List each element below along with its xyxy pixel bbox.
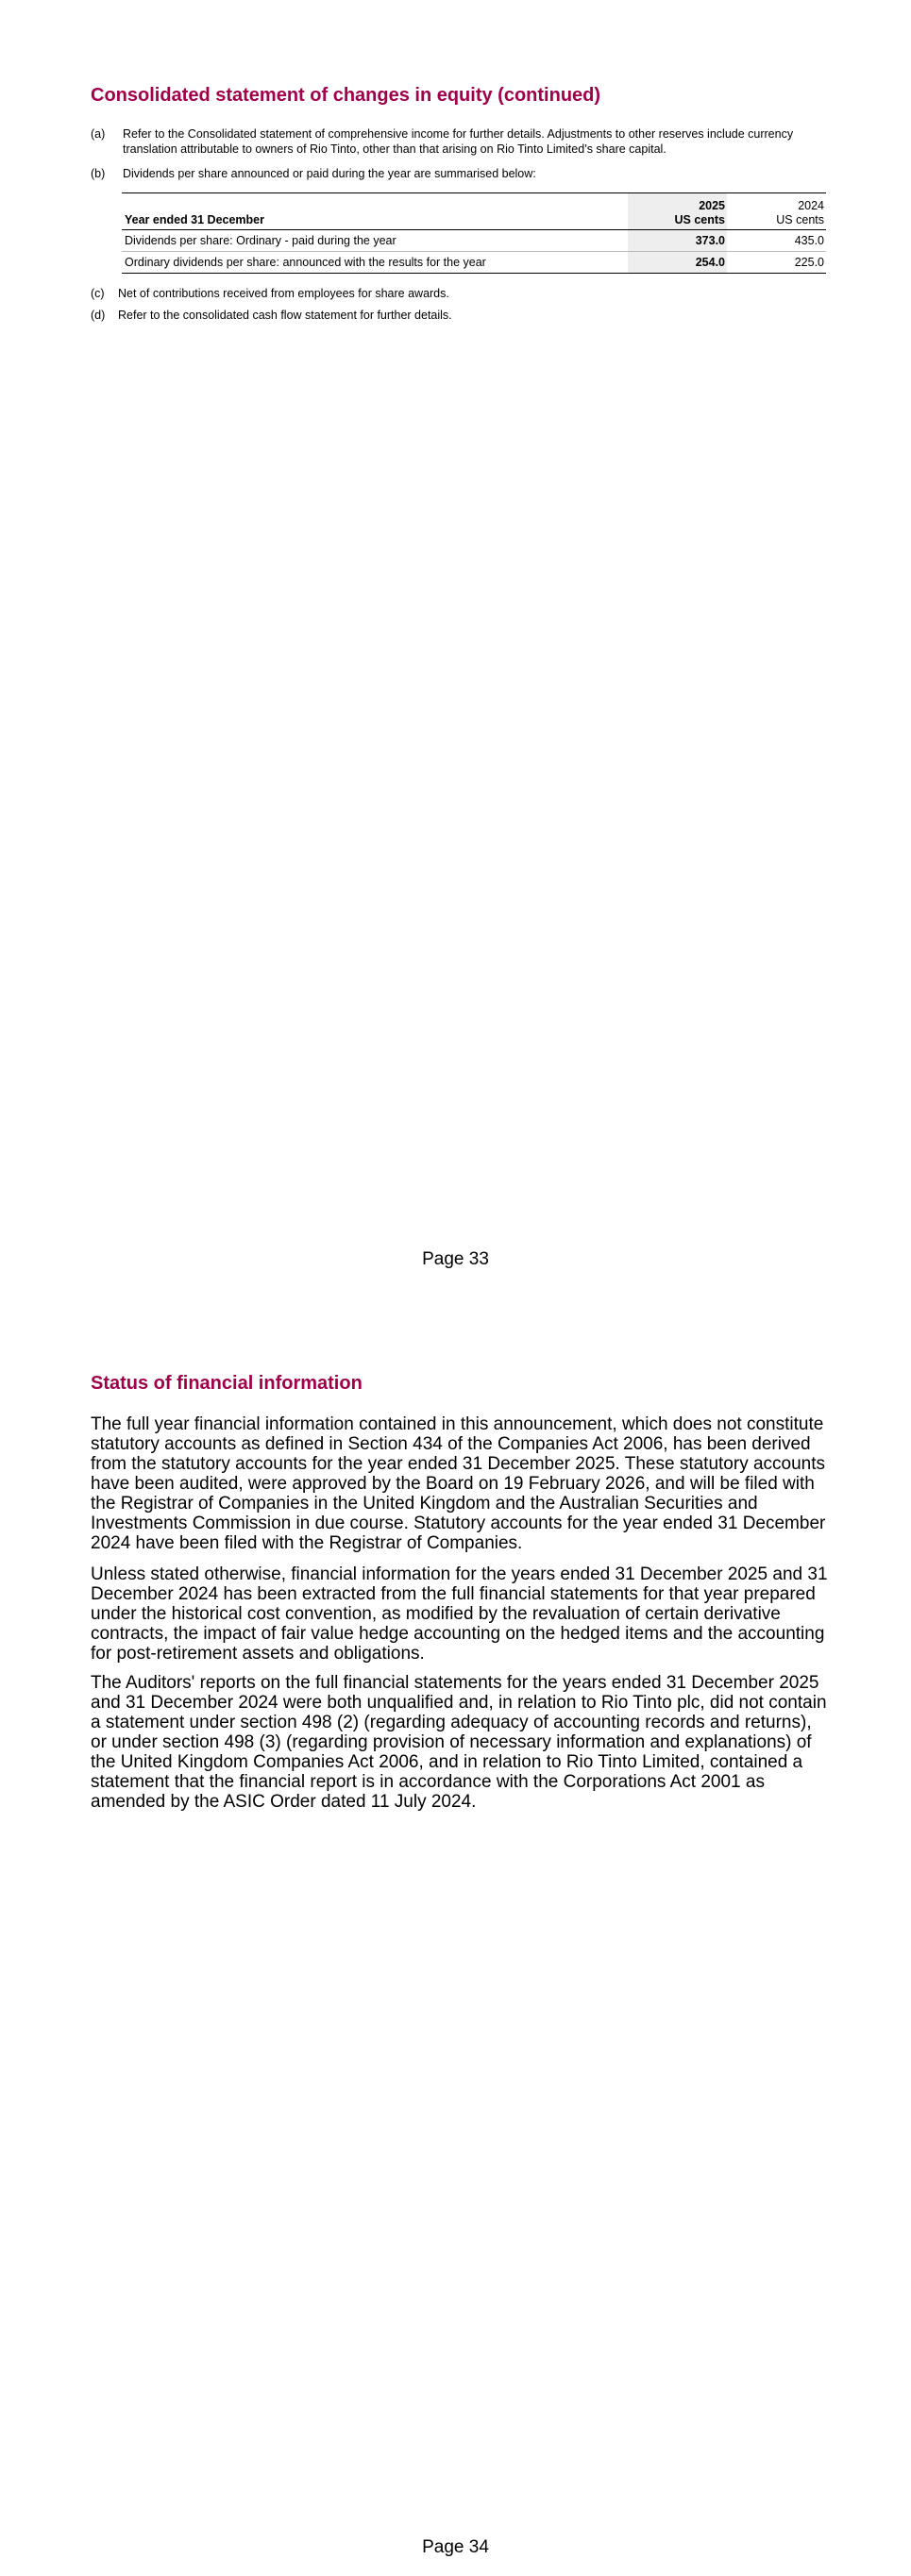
- footnote-a: [91, 126, 827, 157]
- footnote-c: [91, 286, 827, 301]
- column-unit: US cents: [776, 213, 824, 226]
- column-header-2024: [727, 193, 826, 230]
- footnote-text: Net of contributions received from employees for share awards.: [118, 287, 449, 300]
- column-header-2025: [628, 193, 727, 230]
- row-label: Ordinary dividends per share: announced with the results for the year: [125, 255, 486, 269]
- footnote-label: (a): [91, 127, 106, 141]
- value-2024: 225.0: [794, 255, 824, 269]
- body-paragraph: The Auditors' reports on the full financial statements for the years ended 31 December 2025 and 31 December 2024 were both unqualified and, in relation to Rio Tinto plc, did not contain a statement under section 498 (2) (regarding adequacy of accounting records and returns), or under section 498 (3) (regarding provision of necessary information and explanations) of the United Kingdom Companies Act 2006, and in relation to Rio Tinto Limited, contained a statement that the financial report is in accordance with the Corporations Act 2001 as amended by the ASIC Order dated 11 July 2024.: [91, 1673, 827, 1812]
- column-year: 2025: [699, 199, 725, 212]
- page-number: Page 34: [422, 2537, 489, 2557]
- page-title: Consolidated statement of changes in equity (continued): [91, 85, 601, 106]
- table-row: [122, 252, 826, 274]
- page-number: Page 33: [422, 1249, 489, 1269]
- column-header-year-ended: Year ended 31 December: [125, 213, 264, 226]
- value-2025: 254.0: [628, 252, 727, 274]
- body-paragraph: Unless stated otherwise, financial information for the years ended 31 December 2025 and 31 December 2024 has been extracted from the full financial statements for that year prepared under the historical cost convention, as modified by the revaluation of certain derivative contracts, the impact of fair value hedge accounting on the hedged items and the accounting for post-retirement assets and obligations.: [91, 1564, 828, 1664]
- footnote-label: (d): [91, 309, 106, 322]
- table-row: [122, 230, 826, 252]
- value-2025: 373.0: [628, 230, 727, 252]
- footnote-label: (c): [91, 287, 105, 300]
- footnote-label: (b): [91, 167, 106, 180]
- column-year: 2024: [798, 199, 824, 212]
- footnote-d: [91, 308, 827, 323]
- row-label: Dividends per share: Ordinary - paid during the year: [125, 233, 396, 247]
- dividends-table: [122, 192, 826, 274]
- footnote-b: [91, 166, 827, 181]
- column-unit: US cents: [674, 213, 725, 226]
- page-title: Status of financial information: [91, 1373, 363, 1394]
- footnote-text: Refer to the Consolidated statement of comprehensive income for further details. Adjustments to other reserves include currency translation attributable to owners of Rio Tinto, other than that arising on Rio Tinto Limited’s share capital.: [123, 127, 794, 156]
- table-header-row: [122, 193, 826, 230]
- footnote-text: Refer to the consolidated cash flow statement for further details.: [118, 309, 452, 322]
- footnote-text: Dividends per share announced or paid during the year are summarised below:: [123, 167, 536, 180]
- body-paragraph: The full year financial information contained in this announcement, which does not constitute statutory accounts as defined in Section 434 of the Companies Act 2006, has been derived from the statutory accounts for the year ended 31 December 2025. These statutory accounts have been audited, were approved by the Board on 19 February 2026, and will be filed with the Registrar of Companies in the United Kingdom and the Australian Securities and Investments Commission in due course. Statutory accounts for the year ended 31 December 2024 have been filed with the Registrar of Companies.: [91, 1414, 826, 1553]
- page-34: [0, 1288, 911, 2576]
- value-2024: 435.0: [794, 233, 824, 247]
